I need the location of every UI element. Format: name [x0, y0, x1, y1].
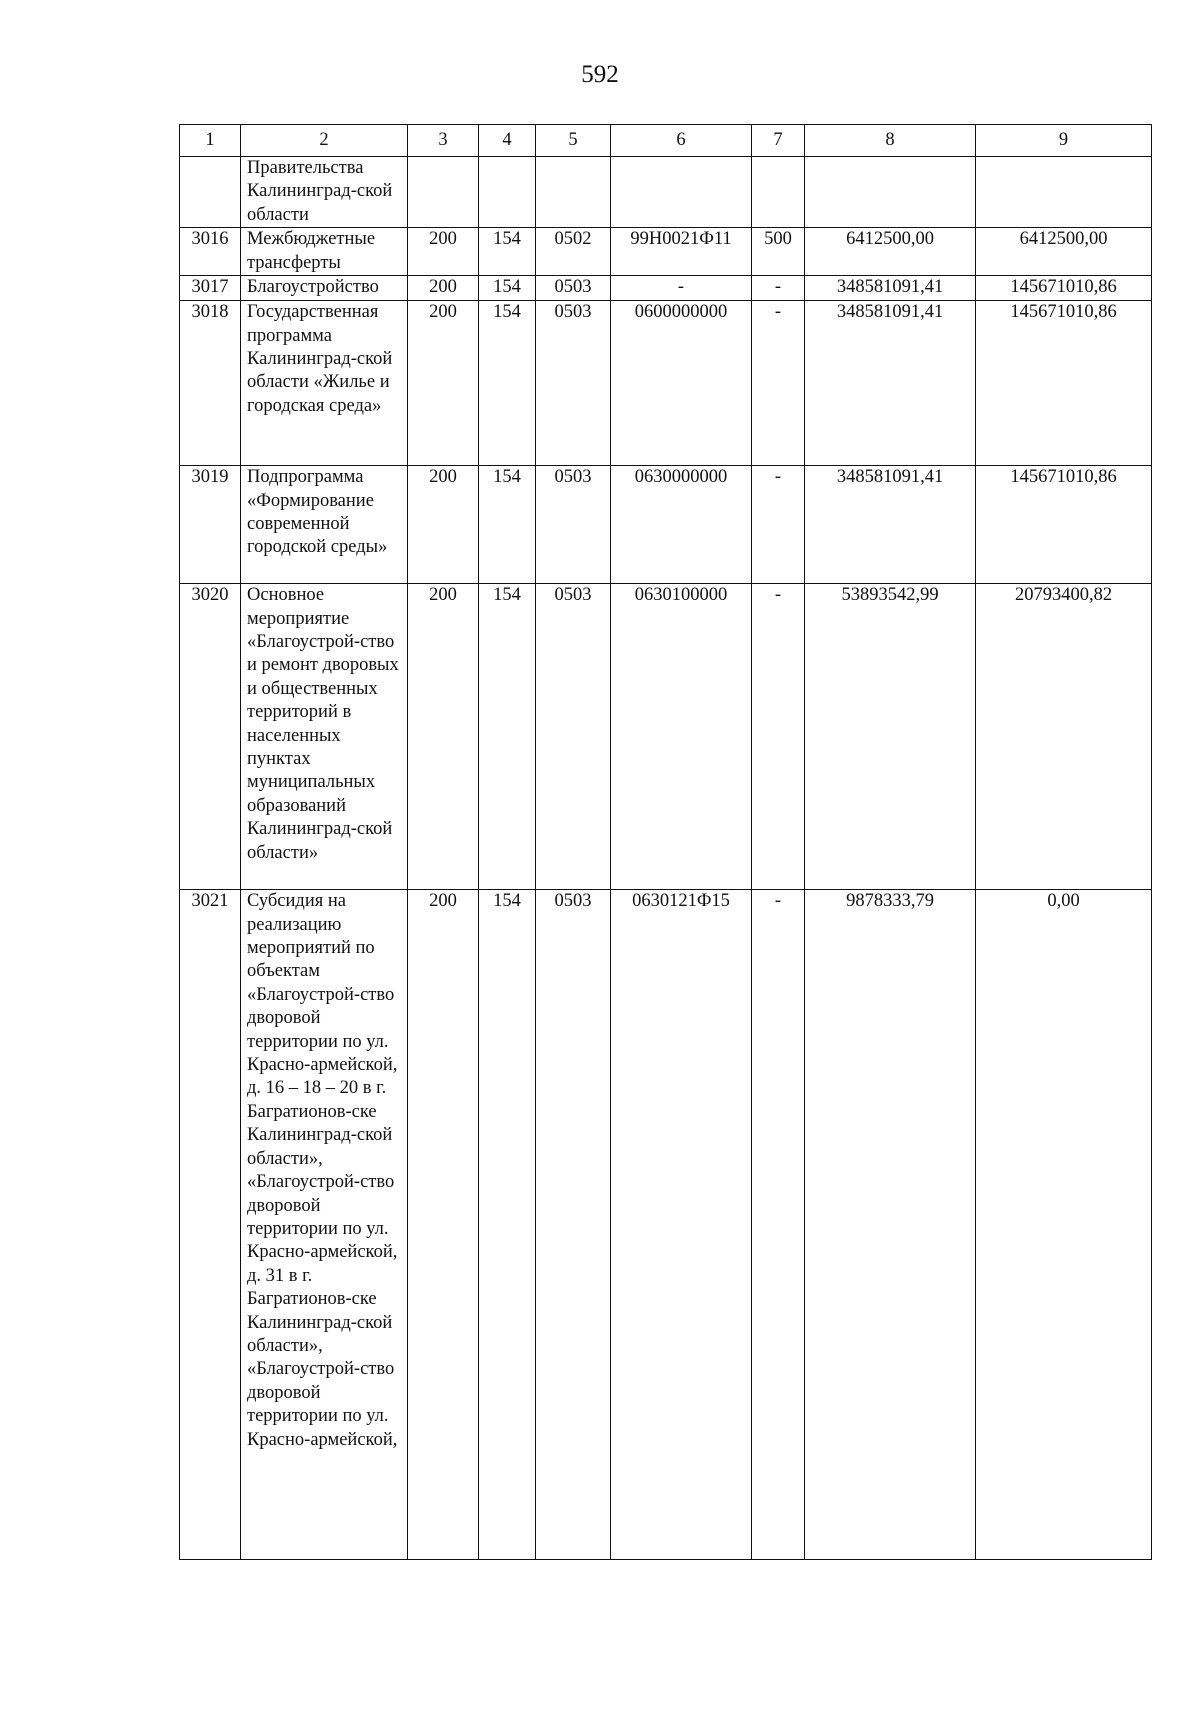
cell-col5: 0503: [536, 584, 611, 890]
cell-col4: [479, 157, 536, 228]
header-cell: 8: [805, 125, 976, 157]
cell-col6: 0630100000: [611, 584, 752, 890]
table-row: [180, 228, 1152, 276]
row-name: Субсидия на реализацию мероприятий по объектам «Благоустрой-ство дворовой территории по ул. Красно-армейской, д. 16 – 18 – 20 в г. Багратионов-ске Калининград-ской области», «Благоустрой-ство дворовой территории по ул. Красно-армейской, д. 31 в г. Багратионов-ске Калининград-ской области», «Благоустрой-ство дворовой территории по ул. Красно-армейской,: [241, 890, 408, 1560]
cell-col3: 200: [408, 276, 479, 301]
row-name: Основное мероприятие «Благоустрой-ство и ремонт дворовых и общественных территорий в населенных пунктах муниципальных образований Калининград-ской области»: [241, 584, 408, 890]
header-cell: 4: [479, 125, 536, 157]
header-cell: 5: [536, 125, 611, 157]
row-name: Государственная программа Калининград-ской области «Жилье и городская среда»: [241, 301, 408, 466]
budget-table: [179, 124, 1152, 1560]
cell-col7: -: [752, 890, 805, 1560]
cell-col8: [805, 157, 976, 228]
row-name: Подпрограмма «Формирование современной городской среды»: [241, 466, 408, 584]
cell-col6: [611, 157, 752, 228]
row-number: 3019: [180, 466, 241, 584]
header-cell: 9: [976, 125, 1152, 157]
cell-col8: 348581091,41: [805, 301, 976, 466]
header-row: [180, 125, 1152, 157]
header-cell: 3: [408, 125, 479, 157]
cell-col7: [752, 157, 805, 228]
row-number: 3016: [180, 228, 241, 276]
page-number: 592: [581, 61, 619, 88]
row-number: [180, 157, 241, 228]
cell-col7: 500: [752, 228, 805, 276]
cell-col3: [408, 157, 479, 228]
table-row: [180, 584, 1152, 890]
cell-col5: 0503: [536, 276, 611, 301]
row-number: 3021: [180, 890, 241, 1560]
cell-col8: 348581091,41: [805, 466, 976, 584]
cell-col9: 145671010,86: [976, 466, 1152, 584]
cell-col9: 0,00: [976, 890, 1152, 1560]
row-name: Благоустройство: [241, 276, 408, 301]
cell-col7: -: [752, 276, 805, 301]
cell-col7: -: [752, 301, 805, 466]
row-number: 3018: [180, 301, 241, 466]
cell-col9: [976, 157, 1152, 228]
row-name: Правительства Калининград-ской области: [241, 157, 408, 228]
cell-col5: 0503: [536, 890, 611, 1560]
cell-col3: 200: [408, 301, 479, 466]
cell-col9: 145671010,86: [976, 301, 1152, 466]
table-row-continuation: [180, 157, 1152, 228]
cell-col3: 200: [408, 890, 479, 1560]
cell-col3: 200: [408, 228, 479, 276]
cell-col6: 0630121Ф15: [611, 890, 752, 1560]
cell-col5: 0503: [536, 301, 611, 466]
cell-col4: 154: [479, 584, 536, 890]
row-number: 3017: [180, 276, 241, 301]
cell-col5: 0503: [536, 466, 611, 584]
cell-col5: [536, 157, 611, 228]
header-cell: 1: [180, 125, 241, 157]
row-name: Межбюджетные трансферты: [241, 228, 408, 276]
cell-col9: 20793400,82: [976, 584, 1152, 890]
cell-col3: 200: [408, 584, 479, 890]
header-cell: 2: [241, 125, 408, 157]
row-number: 3020: [180, 584, 241, 890]
cell-col9: 6412500,00: [976, 228, 1152, 276]
table-row: [180, 276, 1152, 301]
cell-col5: 0502: [536, 228, 611, 276]
cell-col6: 99Н0021Ф11: [611, 228, 752, 276]
cell-col4: 154: [479, 301, 536, 466]
cell-col9: 145671010,86: [976, 276, 1152, 301]
cell-col4: 154: [479, 466, 536, 584]
cell-col4: 154: [479, 276, 536, 301]
header-cell: 6: [611, 125, 752, 157]
cell-col7: -: [752, 584, 805, 890]
cell-col6: -: [611, 276, 752, 301]
cell-col3: 200: [408, 466, 479, 584]
table-row: [180, 890, 1152, 1560]
cell-col8: 53893542,99: [805, 584, 976, 890]
cell-col6: 0630000000: [611, 466, 752, 584]
cell-col8: 6412500,00: [805, 228, 976, 276]
cell-col8: 348581091,41: [805, 276, 976, 301]
cell-col7: -: [752, 466, 805, 584]
header-cell: 7: [752, 125, 805, 157]
cell-col8: 9878333,79: [805, 890, 976, 1560]
table-row: [180, 466, 1152, 584]
cell-col6: 0600000000: [611, 301, 752, 466]
cell-col4: 154: [479, 890, 536, 1560]
cell-col4: 154: [479, 228, 536, 276]
table-row: [180, 301, 1152, 466]
